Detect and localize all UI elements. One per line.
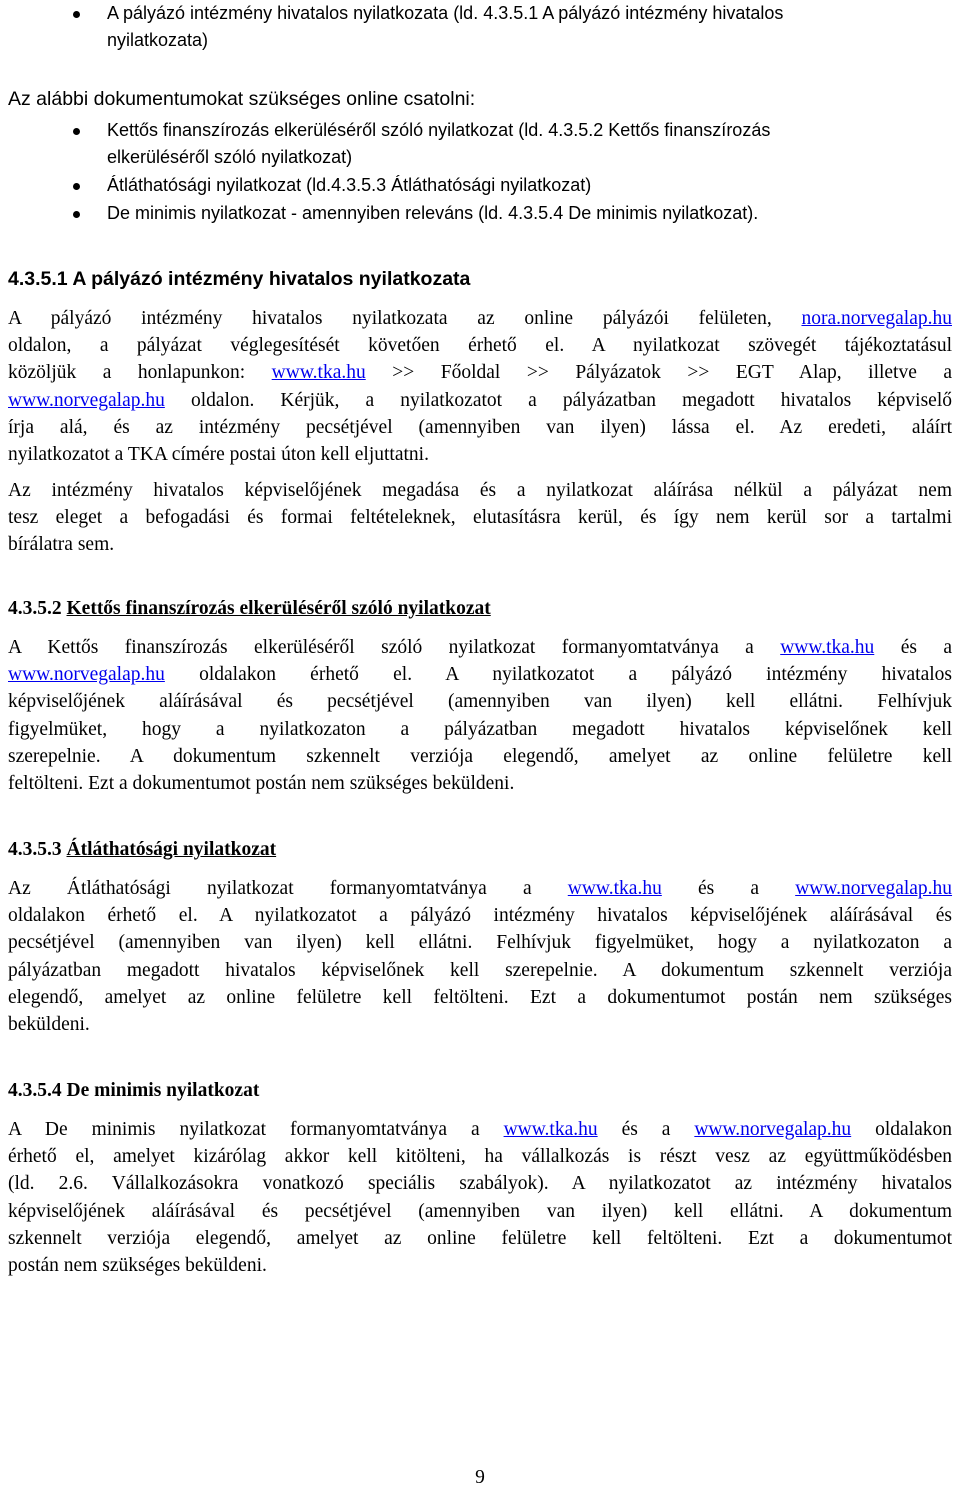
heading-number: 4.3.5.3 bbox=[8, 839, 62, 860]
link-tka[interactable]: www.tka.hu bbox=[271, 362, 366, 384]
text-line bbox=[8, 661, 952, 688]
text-line: pályázatban megadott hivatalos képviselőnek kell szerepelnie. A dokumentum szkennelt verziója bbox=[8, 959, 952, 981]
bullet-text-line: De minimis nyilatkozat - amennyiben releváns (ld. 4.3.5.4 De minimis nyilatkozat). bbox=[107, 203, 759, 223]
text-line bbox=[8, 875, 952, 902]
section-4-3-5-1-paragraph-2 bbox=[8, 477, 952, 559]
text-line: elegendő, amelyet az online felületre kell feltölteni. Ezt a dokumentumot postán nem szükséges bbox=[8, 986, 952, 1008]
link-norvegalap[interactable]: www.norvegalap.hu bbox=[694, 1119, 852, 1140]
text-line: nyilatkozatot a TKA címére postai úton kell eljuttatni. bbox=[8, 443, 429, 465]
text-fragment: A Kettős finanszírozás elkerüléséről szóló nyilatkozat formanyomtatványa a bbox=[8, 637, 754, 658]
bullet-text-line: Átláthatósági nyilatkozat (ld.4.3.5.3 Átláthatósági nyilatkozat) bbox=[107, 175, 592, 195]
link-norvegalap[interactable]: www.norvegalap.hu bbox=[8, 664, 165, 686]
section-heading-4-3-5-1: 4.3.5.1 A pályázó intézmény hivatalos nyilatkozata bbox=[8, 268, 471, 290]
text-fragment: oldalakon érhető el. A nyilatkozatot a pályázó intézmény hivatalos bbox=[199, 664, 952, 686]
text-line: képviselőjének aláírásával és pecsétjével (amennyiben van ilyen) kell ellátni. Felhívjuk bbox=[8, 691, 952, 713]
bullet-icon bbox=[73, 128, 80, 135]
text-line: pecsétjével (amennyiben van ilyen) kell ellátni. Felhívjuk figyelmüket, hogy a nyilatkozaton a bbox=[8, 932, 952, 954]
link-tka[interactable]: www.tka.hu bbox=[567, 878, 662, 899]
bullet-text-line: Kettős finanszírozás elkerüléséről szóló nyilatkozat (ld. 4.3.5.2 Kettős finanszírozás bbox=[107, 120, 771, 140]
bullet-icon bbox=[73, 183, 80, 190]
text-line: írja alá, és az intézmény pecsétjével (amennyiben van ilyen) lássa el. Az eredeti, aláírt bbox=[8, 416, 952, 438]
text-line: képviselőjének aláírásával és pecsétjével (amennyiben van ilyen) kell ellátni. A dokumentum bbox=[8, 1200, 952, 1222]
text-line: tesz eleget a befogadási és formai feltételeknek, elutasításra kerül, és így nem kerül sor a tartalmi bbox=[8, 507, 952, 529]
text-line bbox=[8, 359, 952, 386]
link-tka[interactable]: www.tka.hu bbox=[780, 637, 875, 658]
text-line: érhető el, amelyet kizárólag akkor kell kitölteni, ha vállalkozás is részt vesz az együttműködésben bbox=[8, 1146, 952, 1168]
text-fragment: A De minimis nyilatkozat formanyomtatványa a bbox=[8, 1119, 480, 1140]
text-line: Az intézmény hivatalos képviselőjének megadása és a nyilatkozat aláírása nélkül a pályázat nem bbox=[8, 480, 952, 501]
section-heading-4-3-5-2 bbox=[8, 595, 491, 622]
text-fragment: oldalon. Kérjük, a nyilatkozatot a pályázatban megadott hivatalos képviselő bbox=[190, 389, 952, 411]
text-line bbox=[8, 305, 952, 332]
link-norvegalap[interactable]: www.norvegalap.hu bbox=[795, 878, 953, 899]
section-heading-4-3-5-3 bbox=[8, 836, 276, 863]
section-4-3-5-2-paragraph bbox=[8, 634, 952, 797]
text-fragment: és a bbox=[900, 637, 952, 658]
text-line bbox=[8, 387, 952, 414]
bullet-icon bbox=[73, 11, 80, 18]
text-line: szerepelnie. A dokumentum szkennelt verziója elegendő, amelyet az online felületre kell bbox=[8, 745, 952, 767]
text-line: figyelmüket, hogy a nyilatkozaton a pályázatban megadott hivatalos képviselőnek kell bbox=[8, 718, 952, 740]
text-line: oldalakon érhető el. A nyilatkozatot a pályázó intézmény hivatalos képviselőjének aláírásával és bbox=[8, 905, 952, 927]
heading-title: Átláthatósági nyilatkozat bbox=[66, 839, 277, 860]
link-norvegalap[interactable]: www.norvegalap.hu bbox=[8, 389, 165, 411]
section-4-3-5-3-paragraph bbox=[8, 875, 952, 1038]
bullet-text-line: elkerüléséről szóló nyilatkozat) bbox=[107, 147, 353, 167]
text-fragment: Az Átláthatósági nyilatkozat formanyomtatványa a bbox=[8, 878, 532, 899]
text-line: (ld. 2.6. Vállalkozásokra vonatkozó speciális szabályok). A nyilatkozatot az intézmény hivatalos bbox=[8, 1173, 952, 1195]
text-line: beküldeni. bbox=[8, 1013, 90, 1035]
page-number: 9 bbox=[475, 1467, 485, 1488]
text-line: szkennelt verziója elegendő, amelyet az online felületre kell feltölteni. Ezt a dokumentumot bbox=[8, 1227, 952, 1249]
section-heading-4-3-5-4: 4.3.5.4 De minimis nyilatkozat bbox=[8, 1080, 260, 1101]
bullet-text-line: A pályázó intézmény hivatalos nyilatkozata (ld. 4.3.5.1 A pályázó intézmény hivatalos bbox=[107, 3, 784, 23]
text-line: postán nem szükséges beküldeni. bbox=[8, 1254, 267, 1276]
text-fragment: és a bbox=[621, 1119, 671, 1140]
text-fragment: A pályázó intézmény hivatalos nyilatkozata az online pályázói felületen, bbox=[8, 308, 772, 329]
text-fragment: >> Főoldal >> Pályázatok >> EGT Alap, illetve a bbox=[392, 362, 953, 384]
heading-title: Kettős finanszírozás elkerüléséről szóló nyilatkozat bbox=[66, 598, 491, 619]
link-nora-norvegalap[interactable]: nora.norvegalap.hu bbox=[801, 308, 952, 329]
attachment-intro: Az alábbi dokumentumokat szükséges online csatolni: bbox=[8, 88, 476, 110]
text-line: bírálatra sem. bbox=[8, 534, 115, 556]
text-line bbox=[8, 634, 952, 661]
section-4-3-5-1-paragraph-1 bbox=[8, 305, 952, 468]
bullet-text-line: nyilatkozata) bbox=[107, 30, 209, 50]
text-line: oldalon, a pályázat véglegesítését követően érhető el. A nyilatkozat szövegét tájékoztatásul bbox=[8, 335, 952, 357]
text-line: feltölteni. Ezt a dokumentumot postán nem szükséges beküldeni. bbox=[8, 772, 515, 794]
heading-number: 4.3.5.2 bbox=[8, 598, 62, 619]
text-fragment: közöljük a honlapunkon: bbox=[8, 362, 246, 384]
text-fragment: és a bbox=[697, 878, 760, 899]
bullet-icon bbox=[73, 211, 80, 218]
text-fragment: oldalakon bbox=[875, 1119, 953, 1140]
link-tka[interactable]: www.tka.hu bbox=[503, 1119, 598, 1140]
section-4-3-5-4-paragraph bbox=[8, 1116, 952, 1279]
text-line bbox=[8, 1116, 952, 1143]
